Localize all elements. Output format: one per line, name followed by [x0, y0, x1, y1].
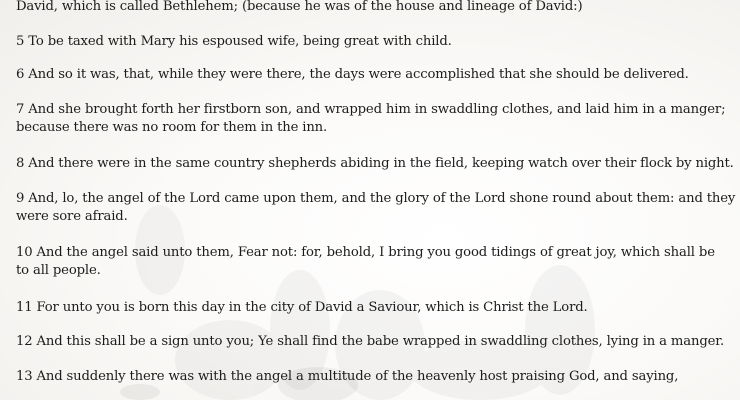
verse-text: And the angel said unto them, Fear not: for, behold, I bring you good tidings of great joy, which shall be	[36, 245, 715, 260]
verse-line	[16, 368, 678, 386]
verse-line	[16, 33, 452, 51]
verse-text: For unto you is born this day in the city of David a Saviour, which is Christ the Lord.	[36, 300, 588, 315]
verse-continuation-line	[16, 262, 101, 280]
verse-line	[16, 0, 582, 16]
verse-text: were sore afraid.	[16, 209, 128, 224]
verse-number: 5	[16, 34, 25, 49]
verse-number: 11	[16, 300, 33, 315]
verse-line	[16, 66, 689, 84]
verse-number: 12	[16, 334, 33, 349]
verse-text: To be taxed with Mary his espoused wife, being great with child.	[28, 34, 452, 49]
verse-line	[16, 244, 715, 262]
verse-text: And so it was, that, while they were there, the days were accomplished that she should be delivered.	[28, 67, 689, 82]
verse-text: And, lo, the angel of the Lord came upon them, and the glory of the Lord shone round about them: and they	[28, 191, 736, 206]
verse-text: David, which is called Bethlehem; (because he was of the house and lineage of David:)	[16, 0, 583, 14]
verse-text: And this shall be a sign unto you; Ye shall find the babe wrapped in swaddling clothes, lying in a manger.	[36, 334, 725, 349]
verse-line	[16, 101, 725, 119]
verse-number: 10	[16, 245, 33, 260]
verse-number: 6	[16, 67, 25, 82]
verse-line	[16, 299, 588, 317]
verse-number: 13	[16, 369, 33, 384]
verse-text: to all people.	[16, 263, 101, 278]
verse-text: And suddenly there was with the angel a multitude of the heavenly host praising God, and saying,	[36, 369, 679, 384]
verse-line	[16, 190, 735, 208]
verse-number: 7	[16, 102, 25, 117]
verse-text: because there was no room for them in the inn.	[16, 120, 328, 135]
verse-line	[16, 333, 724, 351]
verse-continuation-line	[16, 208, 128, 226]
verse-number: 9	[16, 191, 25, 206]
verse-text: And there were in the same country shepherds abiding in the field, keeping watch over their flock by night.	[28, 156, 734, 171]
verse-number: 8	[16, 156, 25, 171]
verse-line	[16, 155, 734, 173]
verse-continuation-line	[16, 119, 327, 137]
verse-text: And she brought forth her firstborn son, and wrapped him in swaddling clothes, and laid him in a manger;	[28, 102, 726, 117]
